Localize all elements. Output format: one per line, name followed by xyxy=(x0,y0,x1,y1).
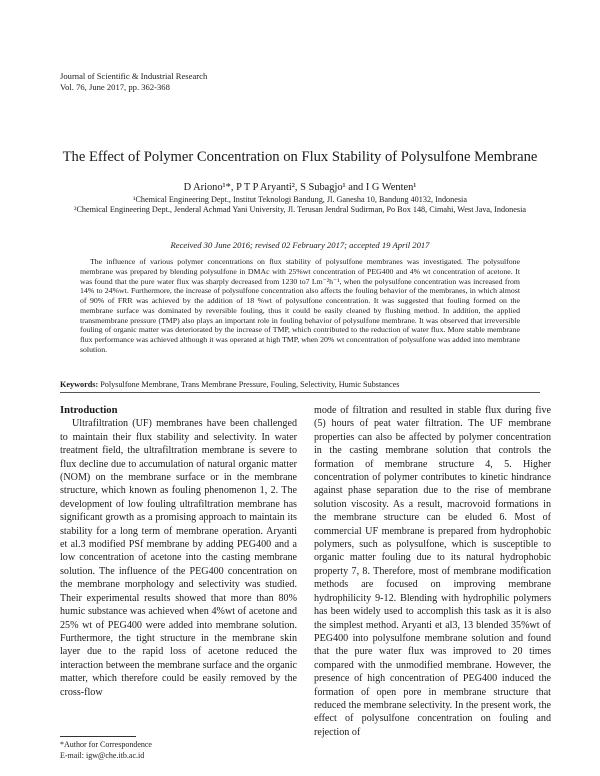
left-column xyxy=(60,404,297,699)
footnote-divider xyxy=(60,736,136,737)
journal-issue: Vol. 76, June 2017, pp. 362-368 xyxy=(60,82,170,92)
keywords-label: Keywords: xyxy=(60,380,99,389)
affiliation-2: ²Chemical Engineering Dept., Jenderal Achmad Yani University, Jl. Terusan Jendral Sudirman, Po Box 148, Cimahi, West Java, Indonesia xyxy=(74,205,526,214)
correspondence-note: *Author for Correspondence xyxy=(60,740,152,749)
journal-header xyxy=(60,71,207,93)
correspondence-email: E-mail: igw@che.itb.ac.id xyxy=(60,750,145,760)
keywords xyxy=(60,380,540,389)
abstract: The influence of various polymer concentrations on flux stability of polysulfone membranes was investigated. The polysulfone membrane was prepared by blending polysulfone in DMAc with 25%wt concentration of PEG400 and 4% wt concentration of acetone. It was found that the pure water flux was sharply decreased from 1230 to7 Lm⁻²h⁻¹, when the polysulfone concentration was increased from 14% to 24%wt. Furthermore, the increase of polysulfone concentration also affects the fouling behavior of the membranes, in which almost of 90% of FRR was achieved by the addition of 18 %wt of polysulfone concentration. It was suggested that fouling formed on the membrane surface was dominated by reversible fouling, thus it could be easily cleaned by flushing method. In addition, the applied transmembrane pressure (TMP) also plays an important role in fouling behavior of polysulfone membrane. It was observed that irreversible fouling of organic matter was deteriorated by the increase of TMP, which contributed to the reduction of water flux. More stable membrane flux performance was achieved although it was operated at high TMP, when 20% wt concentration of polysulfone was added into membrane solution. xyxy=(80,257,520,354)
footnote xyxy=(60,740,152,761)
journal-name: Journal of Scientific & Industrial Research xyxy=(60,71,208,81)
section-divider xyxy=(60,392,540,393)
introduction-paragraph-left: Ultrafiltration (UF) membranes have been challenged to maintain their flux stability and selectivity. In water treatment field, the ultrafiltration membrane is severe to flux decline due to accumulation of natural organic matter (NOM) on the membrane surface or in the membrane structure, which known as fouling phenomenon 1, 2. The development of low fouling ultrafiltration membrane has significant growth as a promising approach to maintain its stability for a long term of membrane operation. Aryanti et al.3 modified PSf membrane by adding PEG400 and a low concentration of acetone into the casting membrane solution. The influence of the PEG400 concentration on the membrane morphology and selectivity was studied. Their experimental results showed that more than 80% humic substance was achieved when 4%wt of acetone and 25% wt of PEG400 were added into membrane solution. Furthermore, the tight structure in the membrane skin layer due to the rapid loss of acetone reduced the interaction between the membrane surface and the organic matter, which therefore could be easily removed by the cross-flow xyxy=(60,418,297,698)
author-list: D Ariono¹*, P T P Aryanti², S Subagjo¹ and I G Wenten¹ xyxy=(183,182,417,193)
received-dates: Received 30 June 2016; revised 02 February 2017; accepted 19 April 2017 xyxy=(170,240,430,250)
affiliations xyxy=(60,195,540,215)
affiliation-1: ¹Chemical Engineering Dept., Institut Teknologi Bandung, Jl. Ganesha 10, Bandung 40132, Indonesia xyxy=(133,195,467,204)
keywords-text: Polysulfone Membrane, Trans Membrane Pressure, Fouling, Selectivity, Humic Substances xyxy=(98,380,400,389)
right-column xyxy=(314,404,551,739)
introduction-paragraph-right: mode of filtration and resulted in stable flux during five (5) hours of peat water filtration. The UF membrane properties can also be affected by polymer concentration in the casting membrane solution that controls the formation of membrane structure 4, 5. Higher concentration of polymer contributes to kinetic hindrance against phase separation due to the rise of membrane solution viscosity. As a result, macrovoid formations in the membrane structure can be eluded 6. Most of commercial UF membrane is prepared from hydrophobic polymers, such as polysulfone, which is susceptible to organic matter fouling due to its natural hydrophobic property 7, 8. Therefore, most of membrane modification methods are focused on improving membrane hydrophilicity 9-12. Blending with hydrophilic polymers has been widely used to accomplish this task as it is also the simplest method. Aryanti et al3, 13 blended 35%wt of PEG400 into polysulfone membrane solution and found that the pure water flux was improved to 20 times compared with the unmodified membrane. However, the presence of high concentration of PEG400 induced the formation of open pore in membrane structure that reduced the membrane selectivity. In the present work, the effect of polysulfone concentration on fouling and rejection of xyxy=(314,405,551,738)
introduction-heading: Introduction xyxy=(60,405,118,416)
paper-title: The Effect of Polymer Concentration on Flux Stability of Polysulfone Membrane xyxy=(62,149,538,165)
